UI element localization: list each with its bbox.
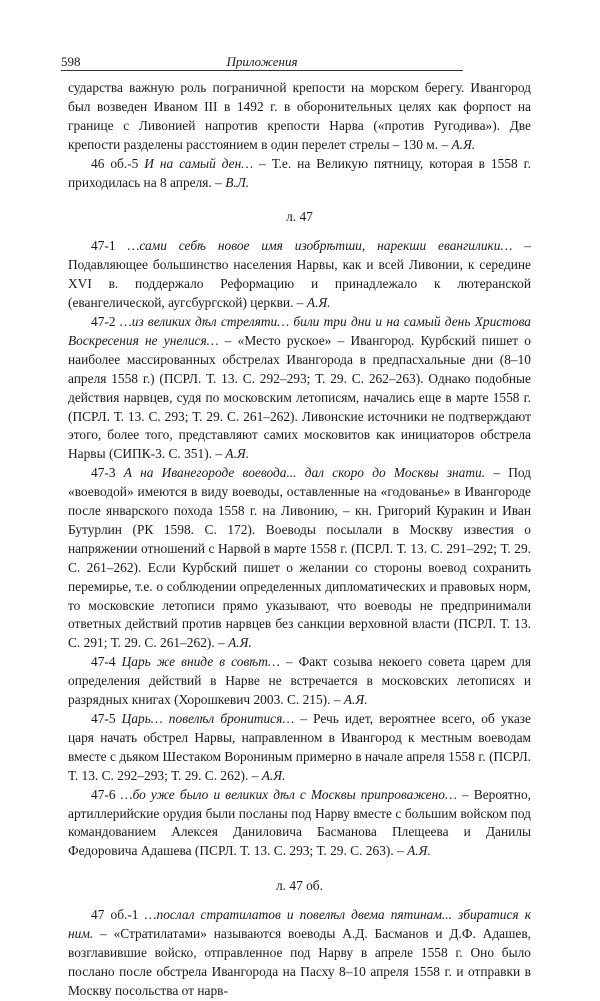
note-id: 47-3 — [91, 465, 116, 481]
note-text: – Речь идет, вероятнее всего, об указе царя начать обстрел Нарвы, направленном в Ивангород к местным воеводам вместе с дьяком Шестаком Ворониным примерно в начале апреля 1558 г. (ПСРЛ. Т. 13. С. 292–293; Т. 29. С. 262). – — [68, 711, 531, 783]
note-quote: А на Иванегороде воевода... дал скоро до Москвы знати. — [123, 465, 486, 481]
page-body — [68, 79, 531, 1001]
page-header — [61, 52, 463, 72]
folio-heading: л. 47 — [286, 209, 313, 225]
author-initials: А.Я. — [261, 767, 286, 783]
note-id: 47-4 — [91, 654, 116, 670]
author-initials: А.Я. — [407, 843, 431, 859]
note-47-3 — [68, 464, 531, 653]
note-text: – Подавляющее большинство населения Нарвы, как и всей Ливонии, к середине XVI в. поддержало Реформацию и принадлежало к лютеранской (евангелической, аугсбургской) церкви. – — [68, 238, 531, 311]
author-initials: А.Я. — [228, 635, 252, 651]
note-47ob-1 — [68, 906, 531, 1001]
note-id: 47 об.-1 — [91, 907, 139, 923]
note-quote: …из великих дѣл стреляти… били три дни и на самый день Христова Воскресения не унелися… — [68, 313, 531, 348]
note-47-1 — [68, 237, 531, 313]
note-text: – «Стратилатами» называются воеводы А.Д. Басманов и Д.Ф. Адашев, возглавившие войско, отправленное под Нарву в апреле 1558 г. Оно было послано после обстрела Ивангорода на Пасху 8–10 апреля 1558 г. и отправки в Москву посольства от нарв- — [68, 926, 531, 998]
note-text: – Вероятно, артиллерийские орудия были посланы под Нарву вместе с большим войском под командованием Алексея Даниловича Басманова Плещеева и Данилы Федоровича Адашева (ПСРЛ. Т. 13. С. 293; Т. 29. С. 263). – — [68, 786, 531, 859]
note-text: – Т.е. на Великую пятницу, которая в 1558 г. приходилась на 8 апреля. – — [68, 155, 531, 190]
note-quote: Царь… повелѣл бронитися… — [121, 711, 295, 726]
note-47-2 — [68, 313, 531, 464]
note-quote: Царь же вниде в совѣт… — [121, 654, 280, 670]
continuation-paragraph: сударства важную роль пограничной крепости на морском берегу. Ивангород был возведен Иваном III в 1492 г. в оборонительных целях как форпост на границе с Ливонией напротив крепости Нарва («против Ругодива»). Две крепости разделены расстоянием в один перелет стрелы – 130 м. – А.Я. — [68, 80, 531, 152]
header-rule — [61, 70, 463, 71]
note-text: – Факт созыва некоего совета царем для определения действий в Нарве не встречается в московских летописях и разрядных книгах (Хорошкевич 2003. С. 215). – — [68, 654, 531, 708]
note-quote: …бо уже было и великих дѣл с Москвы припроважено… — [120, 786, 457, 802]
note-id: 47-1 — [91, 238, 116, 254]
note-47-6 — [68, 786, 531, 862]
note-id: 47-6 — [91, 786, 116, 802]
author-initials: А.Я. — [306, 295, 331, 311]
author-initials: А.Я. — [225, 446, 250, 462]
note-quote: …сами себѣ новое имя изобрѣтши, нарекши евангилики… — [127, 238, 513, 254]
note-text: – Под «воеводой» имеются в виду воеводы, оставленные на «годованье» в Ивангороде после январского похода 1558 г. на Ливонию, – кн. Григорий Куракин и Иван Бутурлин (РК 1598. С. 172). Воеводы посылали в Москву известия о напряжении отношений с Нарвой в марте 1558 г. (ПСРЛ. Т. 13. С. 291–292; Т. 29. С. 261–262). Если Курбский пишет о желании со стороны воевод сохранить перемирье, т.е. о соблюдении определенных дипломатических и правовых норм, то московские летописи прямо указывают, что воеводы не предпринимали ответных действий против нарвцев без санкции верховной власти (ПСРЛ. Т. 13. С. 291; Т. 29. С. 261–262). – — [68, 465, 531, 651]
note-id: 47-2 — [91, 313, 116, 329]
note-quote: И на самый ден… — [144, 155, 254, 171]
note-47-5 — [68, 710, 531, 786]
author-initials: А.Я. — [343, 692, 368, 708]
note-id: 47-5 — [91, 711, 116, 726]
note-47-4 — [68, 653, 531, 710]
note-id: 46 об.-5 — [91, 155, 139, 171]
running-title: Приложения — [226, 54, 298, 69]
author-initials: А.Я. — [451, 136, 476, 152]
note-text: – «Место руское» – Ивангород. Курбский пишет о наиболее массированных обстрелах Ивангорода в предпасхальные дни (8–10 апреля 1558 г.) (ПСРЛ. Т. 13. С. 292–293; Т. 29. С. 262–263). Однако подобные действия нарвцев, судя по московским летописям, начались еще в марте 1558 г. (ПСРЛ. Т. 13. С. 293; Т. 29. С. 261–262). Ливонские источники не подтверждают этого, более того, представляют самих московитов как инициаторов обстрела Нарвы (СИПК-3. С. 351). – — [68, 332, 531, 462]
folio-heading: л. 47 об. — [276, 878, 323, 894]
page-number: 598 — [61, 54, 81, 69]
author-initials: В.Л. — [225, 174, 250, 190]
note-quote: …послал стратилатов и повелѣл двема пятинам... збиратися к ним. — [68, 907, 531, 942]
note-46ob-5 — [68, 155, 531, 193]
